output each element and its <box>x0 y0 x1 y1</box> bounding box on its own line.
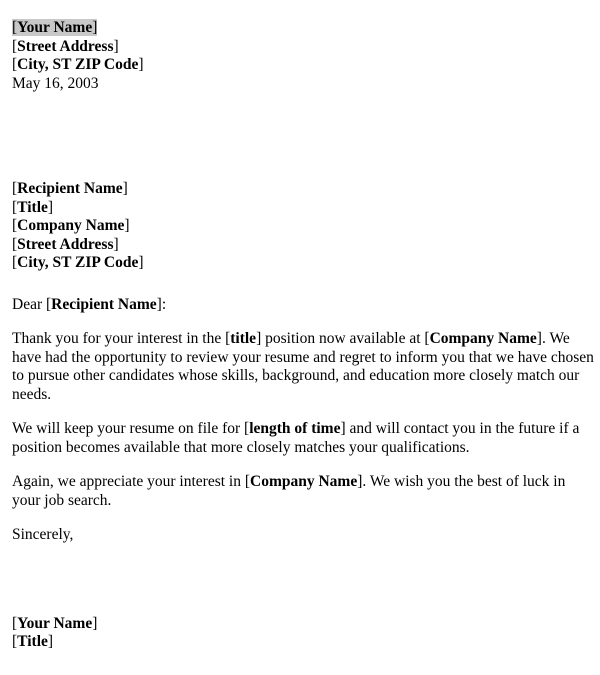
p1-text-2: position now available at <box>261 330 425 347</box>
sender-name-placeholder[interactable]: Your Name <box>17 19 93 36</box>
p2-text-2: and will contact you in the future if a position becomes available that more closely matches your qualifications. <box>12 420 580 456</box>
signature-block <box>12 615 594 652</box>
sender-street-placeholder[interactable]: Street Address <box>17 37 114 55</box>
recipient-company-placeholder[interactable]: Company Name <box>17 217 125 234</box>
body-paragraph-3: Again, we appreciate your interest in [Company Name]. We wish you the best of luck in your job search. <box>12 473 566 509</box>
p3-company-placeholder[interactable]: Company Name <box>250 473 358 490</box>
recipient-title-line: [Title] <box>12 198 54 216</box>
closing-text: Sincerely, <box>12 526 74 543</box>
salutation: Dear [Recipient Name]: <box>12 295 167 313</box>
p1-title-placeholder[interactable]: title <box>230 330 257 347</box>
body-paragraph-2: We will keep your resume on file for [length of time] and will contact you in the future if a position becomes available that more closely matches your qualifications. <box>12 420 580 456</box>
p3-text-1: Again, we appreciate your interest in <box>12 473 245 490</box>
letter-document <box>12 19 594 652</box>
sender-block <box>12 19 594 93</box>
recipient-company-line: [Company Name] <box>12 217 130 234</box>
sender-name-line <box>12 19 594 38</box>
letter-date[interactable]: May 16, 2003 <box>12 74 99 92</box>
p3-text-2: . We wish you the best of luck in your job search. <box>12 473 566 509</box>
recipient-block <box>12 180 594 273</box>
recipient-title-placeholder[interactable]: Title <box>17 198 48 216</box>
closing-title-placeholder[interactable]: Title <box>17 633 48 650</box>
salutation-prefix: Dear <box>12 295 46 313</box>
recipient-city-line: [City, ST ZIP Code] <box>12 254 144 271</box>
closing-name-line: [Your Name] <box>12 614 98 632</box>
sender-street-line: [Street Address] <box>12 37 119 55</box>
recipient-name-placeholder[interactable]: Recipient Name <box>17 180 123 197</box>
text-selection-highlight[interactable]: [Your Name] <box>12 19 98 36</box>
closing-title-line: [Title] <box>12 633 54 650</box>
p1-text-1: Thank you for your interest in the <box>12 330 226 347</box>
p2-text-1: We will keep your resume on file for <box>12 420 245 437</box>
sender-city-line: [City, ST ZIP Code] <box>12 56 144 73</box>
body-paragraph-1: Thank you for your interest in the [title] position now available at [Company Name]. We have had the opportunity to review your resume and regret to inform you that we have chosen to pursue other candidates whose skills, background, and education more closely match our needs. <box>12 330 594 403</box>
recipient-name-line: [Recipient Name] <box>12 180 128 197</box>
p1-text-3: . We have had the opportunity to review your resume and regret to inform you that we have chosen to pursue other candidates whose skills, background, and education more closely match our needs. <box>12 330 594 403</box>
closing-name-placeholder[interactable]: Your Name <box>17 614 93 632</box>
salutation-name-placeholder[interactable]: Recipient Name <box>51 295 157 313</box>
salutation-suffix: : <box>161 295 167 313</box>
p1-company-placeholder[interactable]: Company Name <box>429 330 537 347</box>
recipient-city-placeholder[interactable]: City, ST ZIP Code <box>17 254 139 271</box>
p2-length-placeholder[interactable]: length of time <box>249 420 341 437</box>
sender-city-placeholder[interactable]: City, ST ZIP Code <box>17 56 139 73</box>
recipient-street-line: [Street Address] <box>12 235 119 253</box>
recipient-street-placeholder[interactable]: Street Address <box>17 235 114 253</box>
